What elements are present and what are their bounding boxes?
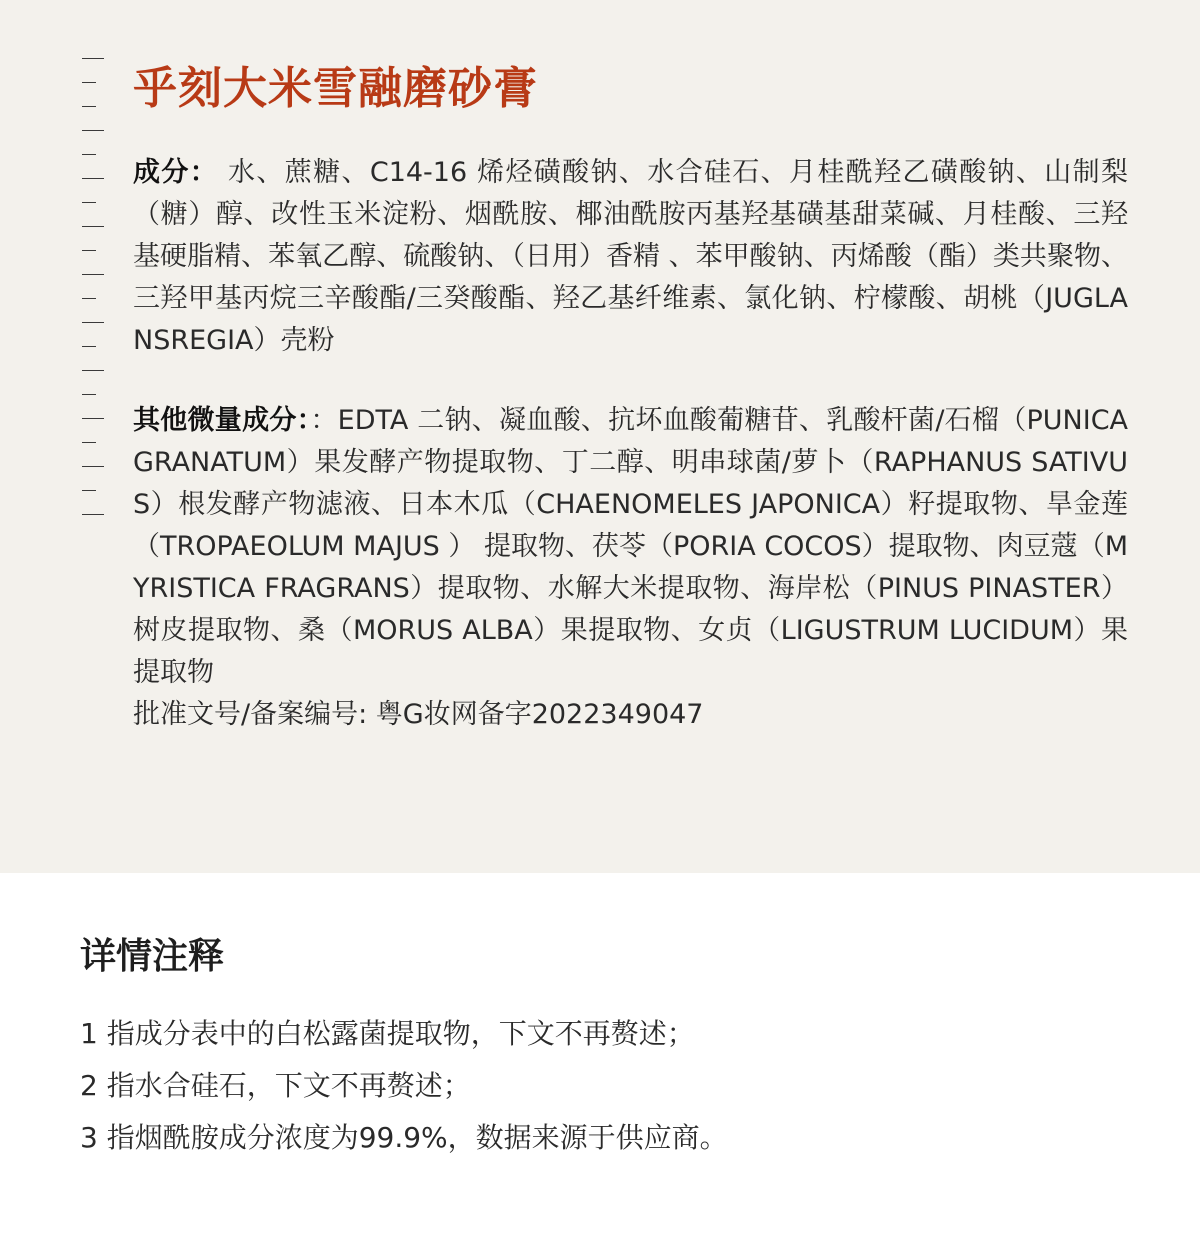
note-item: 2 指水合硅石，下文不再赘述；: [80, 1069, 471, 1102]
trace-ingredients-text: ：EDTA 二钠、凝血酸、抗坏血酸葡糖苷、乳酸杆菌/石榴（PUNICA GRANATUM）果发酵产物提取物、丁二醇、明串球菌/萝卜（RAPHANUS SATIVUS）根发酵产物滤液、日本木瓜（CHAENOMELES JAPONICA）籽提取物、旱金莲（TROPAEOLUM MAJUS ） 提取物、茯苓（PORIA COCOS）提取物、肉豆蔻（MYRISTICA FRAGRANS）提取物、水解大米提取物、海岸松（PINUS PINASTER）树皮提取物、桑（MORUS ALBA）果提取物、女贞（LIGUSTRUM LUCIDUM）果提取物: [133, 405, 1129, 688]
product-title: 乎刻大米雪融磨砂膏: [133, 63, 538, 114]
ingredients-paragraph: [133, 152, 1128, 362]
ingredients-label: 成分：: [133, 157, 219, 188]
notes-list: [80, 1008, 1140, 1164]
trace-ingredients-paragraph: [133, 400, 1128, 736]
approval-number: 批准文号/备案编号: 粤G妆网备字2022349047: [133, 699, 704, 730]
notes-title: 详情注释: [80, 936, 225, 977]
note-item: 1 指成分表中的白松露菌提取物，下文不再赘述；: [80, 1017, 695, 1050]
ingredients-text: 水、蔗糖、C14-16 烯烃磺酸钠、水合硅石、月桂酰羟乙磺酸钠、山制梨（糖）醇、改性玉米淀粉、烟酰胺、椰油酰胺丙基羟基磺基甜菜碱、月桂酸、三羟基硬脂精、苯氧乙醇、硫酸钠、（日用）香精 、苯甲酸钠、丙烯酸（酯）类共聚物、三羟甲基丙烷三辛酸酯/三癸酸酯、羟乙基纤维素、氯化钠、柠檬酸、胡桃（JUGLANSREGIA）壳粉: [133, 157, 1129, 356]
trace-ingredients-label: 其他微量成分：: [133, 405, 311, 436]
note-item: 3 指烟酰胺成分浓度为99.9%，数据来源于供应商。: [80, 1121, 728, 1154]
